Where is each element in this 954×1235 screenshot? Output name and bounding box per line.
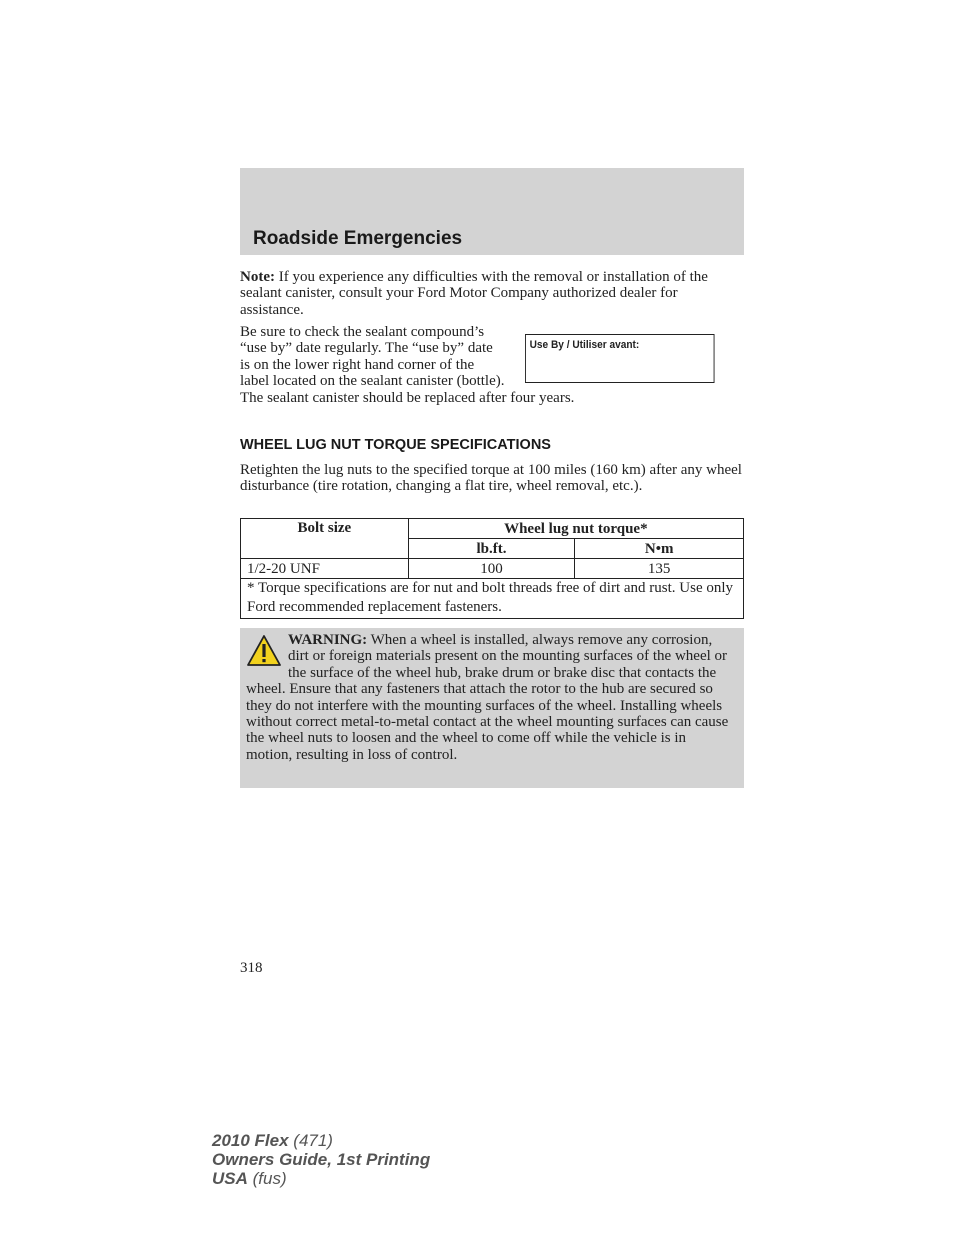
bolt-size-header: Bolt size <box>241 519 409 559</box>
page-title: Roadside Emergencies <box>253 228 463 249</box>
footer-model-code: (471) <box>288 1131 333 1150</box>
footer-guide: Owners Guide, 1st Printing <box>212 1150 431 1169</box>
lbft-cell: 100 <box>408 559 575 579</box>
section-heading: WHEEL LUG NUT TORQUE SPECIFICATIONS <box>240 437 551 453</box>
table-footnote: * Torque specifications are for nut and bolt threads free of dirt and rust. Use only Ford recommended replacement fasteners. <box>241 579 744 619</box>
warning-box <box>240 628 744 788</box>
warning-text: When a wheel is installed, always remove any corrosion, dirt or foreign materials present on the mounting surfaces of the wheel or the surface of the wheel hub, brake drum or brake disc that contacts the wheel. Ensure that any fasteners that attach the rotor to the hub are secured so they do not interfere with the mounting surfaces of the wheel. Installing wheels without correct metal-to-metal contact at the wheel mounting surfaces can cause the wheel nuts to loosen and the wheel to come off while the vehicle is in motion, resulting in loss of control. <box>246 632 729 763</box>
use-by-paragraph <box>240 324 744 406</box>
torque-table <box>240 518 744 619</box>
footer-market-line <box>212 1169 430 1188</box>
footer-market: USA <box>212 1169 248 1188</box>
warning-label: WARNING: <box>288 632 368 648</box>
nm-header: N•m <box>575 539 744 559</box>
page-number: 318 <box>240 960 263 976</box>
use-by-text: Be sure to check the sealant compound’s “use by” date regularly. The “use by” date is on the lower right hand corner of the label located on the sealant canister (bottle). The sealant canister should be replaced after four years. <box>240 324 575 406</box>
footer-model-line <box>212 1131 430 1150</box>
nm-cell: 135 <box>575 559 744 579</box>
table-header-row <box>241 519 744 539</box>
note-paragraph <box>240 269 744 318</box>
footer <box>212 1131 430 1188</box>
bolt-size-cell: 1/2-20 UNF <box>241 559 409 579</box>
footer-market-code: (fus) <box>247 1169 287 1188</box>
note-text: If you experience any difficulties with the removal or installation of the sealant canister, consult your Ford Motor Company authorized dealer for assistance. <box>240 269 708 318</box>
use-by-label-illustration: Use By / Utiliser avant: <box>525 334 715 383</box>
table-row <box>241 559 744 579</box>
footer-model: 2010 Flex <box>212 1131 289 1150</box>
torque-header: Wheel lug nut torque* <box>408 519 743 539</box>
lbft-header: lb.ft. <box>408 539 575 559</box>
retighten-paragraph: Retighten the lug nuts to the specified torque at 100 miles (160 km) after any wheel disturbance (tire rotation, changing a flat tire, wheel removal, etc.). <box>240 462 742 495</box>
note-label: Note: <box>240 269 275 285</box>
warning-triangle-icon <box>246 634 282 668</box>
table-footnote-row <box>241 579 744 619</box>
